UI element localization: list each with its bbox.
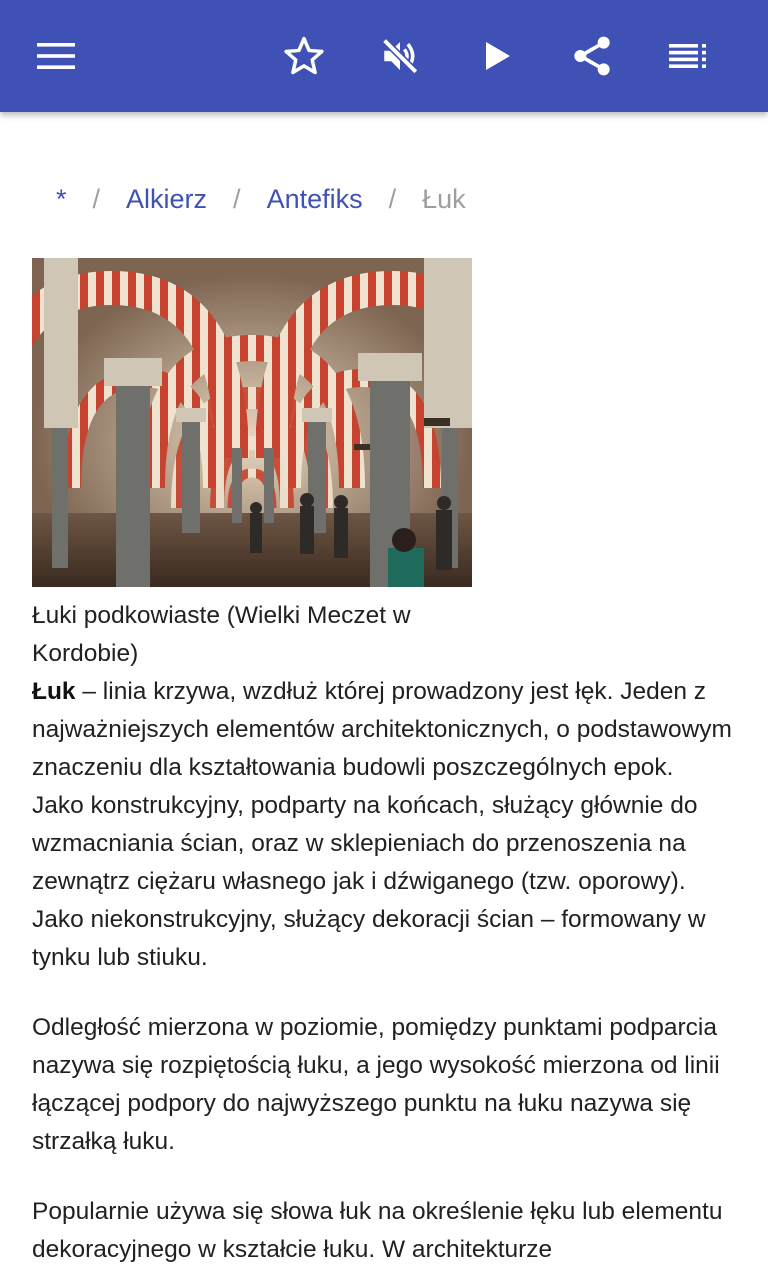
breadcrumb-separator: / <box>388 184 397 214</box>
star-outline-icon <box>283 36 325 76</box>
article-term: Łuk <box>32 678 76 705</box>
breadcrumb-current: Łuk <box>422 184 466 214</box>
table-of-contents-button[interactable] <box>660 28 716 84</box>
table-of-contents-icon <box>669 44 707 68</box>
article-content[interactable] <box>0 112 768 1280</box>
volume-off-icon <box>379 35 421 77</box>
paragraph-popular-usage: Popularnie używa się słowa łuk na określenie łęku lub elementu dekoracyjnego w kształcie łuku. W architekturze <box>32 1198 723 1263</box>
breadcrumb <box>56 182 466 216</box>
paragraph-span-definition: Odległość mierzona w poziomie, pomiędzy punktami podparcia nazywa się rozpiętością łuku, a jego wysokość mierzona od linii łączącej podpory do najwyższego punktu na łuku nazywa się strzałką łuku. <box>32 1014 720 1155</box>
menu-button[interactable] <box>28 28 84 84</box>
mosque-photo-illustration <box>32 258 472 587</box>
breadcrumb-link-root[interactable]: * <box>56 184 67 214</box>
hamburger-menu-icon <box>37 43 75 69</box>
article-photo[interactable] <box>32 258 472 587</box>
play-icon <box>485 41 511 71</box>
breadcrumb-separator: / <box>92 184 101 214</box>
favorite-button[interactable] <box>276 28 332 84</box>
intro-paragraph <box>32 673 732 977</box>
play-button[interactable] <box>470 28 526 84</box>
intro-text: – linia krzywa, wzdłuż której prowadzony jest łęk. Jeden z najważniejszych elementów architektonicznych, o podstawowym znaczeniu dla kształtowania budowli poszczególnych epok. Jako konstrukcyjny, podparty na końcach, służący głównie do wzmacniania ścian, oraz w sklepieniach do przenoszenia na zewnątrz ciężaru własnego jak i dźwiganego (tzw. oporowy). Jako niekonstrukcyjny, służący dekoracji ścian – formowany w tynku lub stiuku. <box>32 678 732 971</box>
breadcrumb-link-alkierz[interactable]: Alkierz <box>126 184 208 214</box>
mute-button[interactable] <box>372 28 428 84</box>
photo-caption: Łuki podkowiaste (Wielki Meczet w Kordobie) <box>32 602 411 667</box>
share-button[interactable] <box>564 28 620 84</box>
app-toolbar <box>0 0 768 112</box>
share-icon <box>572 35 612 77</box>
breadcrumb-separator: / <box>233 184 241 214</box>
article-body <box>32 597 732 1269</box>
breadcrumb-link-antefiks[interactable]: Antefiks <box>266 184 363 214</box>
